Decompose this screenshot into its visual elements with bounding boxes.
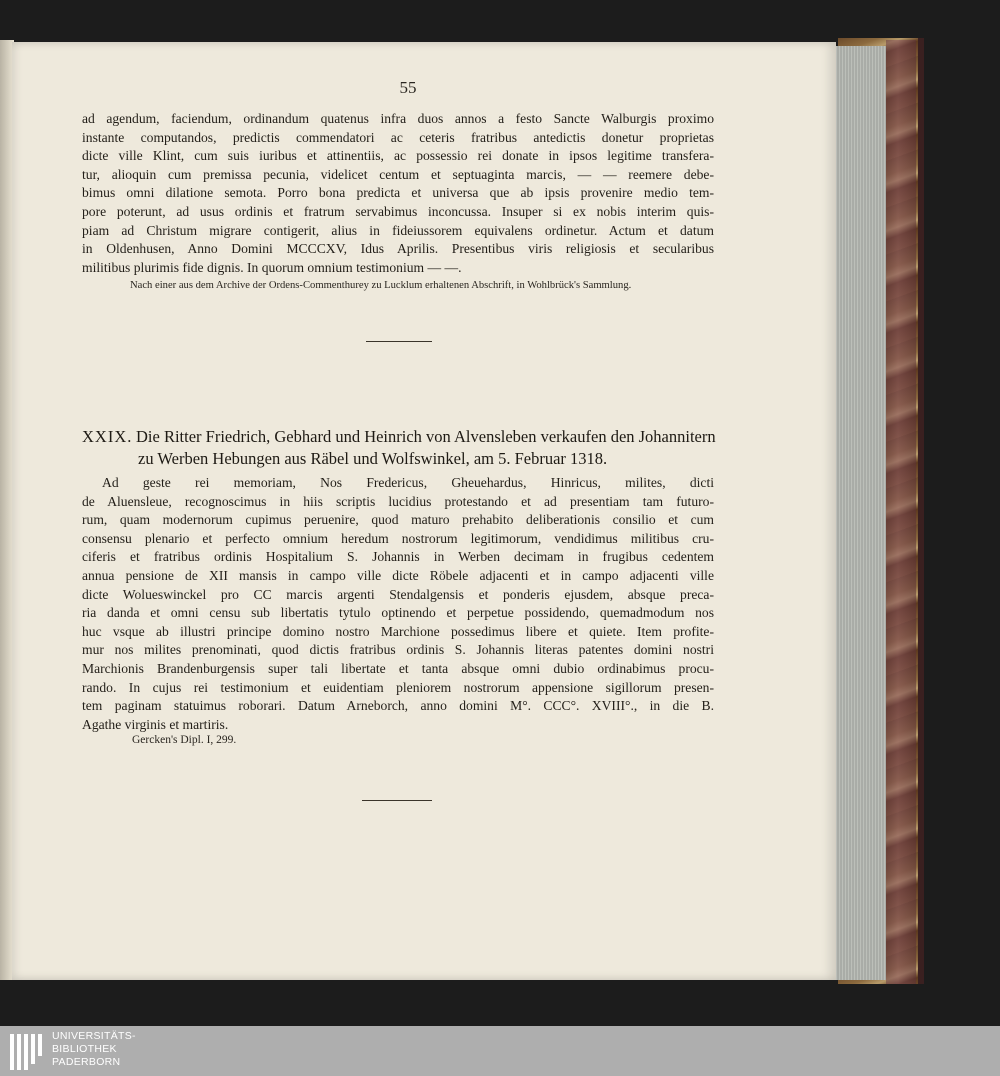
document-number: XXIX. [82,427,133,446]
text-line: Ad geste rei memoriam, Nos Fredericus, Gheuehardus, Hinricus, milites, dicti [102,475,714,490]
library-logo-icon [8,1032,44,1072]
library-name-line: UNIVERSITÄTS- [52,1030,136,1042]
text-line: piam ad Christum migrare contigerit, alius in fideiussorem equivalens ordinetur. Actum et datum [82,222,714,238]
text-line: rum, quam modernorum cupimus peruenire, quod maturo prehabito deliberationis consilio et cum [82,512,714,528]
text-line: mur nos milites prenominati, quod dictis fratribus ordinis S. Johannis literas patentes domini nostri [82,642,714,658]
page-number: 55 [399,78,417,97]
text-line: dicte ville Klint, cum suis iuribus et attinentiis, ac possessio rei donate in ipsos legitime transfera- [82,148,714,164]
text-line: bimus omni dilatione semota. Porro bona predicta et universa que ab ipsis provenire medio tem- [82,185,714,201]
library-name [52,1030,136,1069]
cover-cloth [886,40,916,984]
heading-line-2: zu Werben Hebungen aus Räbel und Wolfswinkel, am 5. Februar 1318. [138,449,608,468]
text-line: Marchionis Brandenburgensis super tali libertate et tanta absque omni dubio ordinabimus procu- [82,660,714,676]
footer-bar [0,1026,1000,1076]
continuation-text [82,110,714,277]
page-block-edges [832,46,886,980]
separator-rule [366,341,432,342]
text-line: rando. In cujus rei testimonium et euidentiam pleniorem nostrorum appensione sigillorum presen- [82,679,714,695]
library-name-line: BIBLIOTHEK [52,1043,117,1055]
text-line: ad agendum, faciendum, ordinandum quatenus infra duos annos a festo Sancte Walburgis proximo [82,111,714,126]
text-line: de Aluensleue, recognoscimus in hiis scriptis lucidius protestando et ad presentiam tam futuro- [82,493,714,509]
text-line: dicte Wolueswinckel pro CC marcis argenti Stendalgensis et ponderis ejusdem, absque preca- [82,586,714,602]
text-line: tem paginam statuimus roborari. Datum Arneborch, anno domini M°. CCC°. XVIII°., in die B. [82,698,714,714]
closing-rule [362,800,432,801]
text-line: ciferis et fratribus ordinis Hospitalium S. Johannis in Werben decimam in frugibus cedentem [82,549,714,565]
source-note: Nach einer aus dem Archive der Ordens-Commenthurey zu Lucklum erhaltenen Abschrift, in Wohlbrück's Sammlung. [130,280,632,291]
text-line: huc vsque ab illustri principe domino nostro Marchione possedimus libere et quiete. Item profite- [82,623,714,639]
text-line: tur, alioquin cum premissa pecunia, videlicet centum et septuaginta marcis, — — reemere debe- [82,166,714,182]
document-heading [82,426,742,470]
source-citation: Gercken's Dipl. I, 299. [132,734,237,746]
text-line: annua pensione de XII mansis in campo ville dicte Röbele adjacenti et in campo adjacenti ville [82,567,714,583]
text-line: militibus plurimis fide dignis. In quorum omnium testimonium — —. [82,259,462,275]
text-line: Agathe virginis et martiris. [82,716,229,732]
text-line: consensu plenario et perfecto omnium heredum nostrorum legitimorum, vendidimus militibus cru- [82,530,714,546]
text-line: ria danda et omni censu sub libertatis tytulo optinendo et perpetue possidendo, quemadmodum nos [82,605,714,621]
text-line: instante computandos, predictis commendatori ac ceteris fratribus antedictis donetur proprietas [82,129,714,145]
book-page [12,42,836,980]
text-line: in Oldenhusen, Anno Domini MCCCXV, Idus Aprilis. Presentibus viris religiosis et secularibus [82,241,714,257]
heading-line-1: Die Ritter Friedrich, Gebhard und Heinrich von Alvensleben verkaufen den Johannitern [136,427,716,446]
library-name-line: PADERBORN [52,1056,121,1068]
document-text [82,474,714,734]
text-line: pore poterunt, ad usus ordinis et fratrum servabimus inconcussa. Insuper si ex nobis interim quis- [82,203,714,219]
